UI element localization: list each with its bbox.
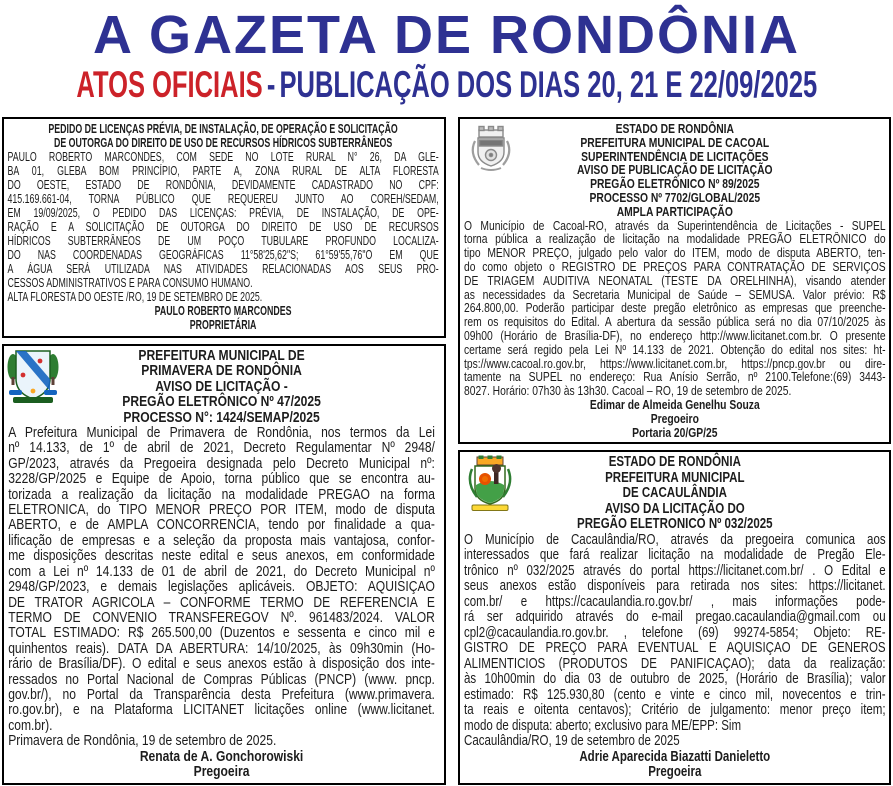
- text-line: O Município de Cacaulândia/RO, através da pregoeira comunica aos: [464, 532, 886, 548]
- notice-body-justified: [464, 533, 886, 719]
- text-line: HÍDRICOS SUBTERRÂNEOS DE UM POÇO TUBULARE PROFUNDO LOCALIZA-: [7, 234, 439, 248]
- text-line: ELETRÔNICA, do TIPO MENOR PREÇO POR ITEM, modo de disputa: [8, 503, 435, 519]
- text-line: ABERTO, e de AMPLA CONCORRENCIA, tendo por finalidade a qua-: [8, 518, 435, 534]
- text-line: ressados no Portal Nacional de Compras Públicas (PNCP) (www. pncp.: [8, 672, 435, 688]
- text-line: com a Lei nº 14.133 de 01 de abril de 2021, do Decreto Municipal nº: [8, 564, 435, 580]
- notice-body-closing: [8, 276, 439, 304]
- text-line: GP/2023, através da Pregoeira designada pelo Decreto Municipal nº:: [8, 456, 435, 472]
- text-line: com.br).: [8, 717, 53, 734]
- text-line: ta reais e oitenta centavos); Critério de julgamento: menor preço item;: [464, 703, 886, 718]
- text-line: PRIMAVERA DE RONDÔNIA: [141, 363, 302, 380]
- text-line: trônico nº 032/2025 através do portal https://licitanet.com.br/ . O Edital e: [464, 563, 886, 579]
- text-line: PEDIDO DE LICENÇAS PRÉVIA, DE INSTALAÇÃO, DE OPERAÇÃO E SOLICITAÇÃO: [48, 122, 398, 136]
- masthead-title: A GAZETA DE RONDÔNIA: [93, 5, 800, 65]
- text-line: GISTRO DE PREÇO PARA EVENTUAL E AQUISIÇÃO DE GÊNEROS: [464, 641, 886, 656]
- text-line: DO NAS COORDENADAS GEOGRÁFICAS 11°58'25,62"S; 61°59'55,76"O EM QUE: [7, 248, 439, 262]
- notice-signature: [8, 304, 439, 332]
- text-line: interessados que fará realizar licitação na modalidade de Pregão Ele-: [464, 548, 886, 563]
- text-line: PREFEITURA MUNICIPAL DE: [138, 348, 305, 364]
- text-line: Cacaulândia/RO, 19 de setembro de 2025: [464, 733, 680, 749]
- text-line: DO OESTE, ESTADO DE RONDÔNIA, DEVIDAMENTE CADASTRADO NO CPF:: [7, 178, 439, 192]
- notice-body-closing: [8, 719, 435, 750]
- text-line: AVISO DE LICITAÇÃO -: [155, 378, 288, 395]
- text-line: modo de disputa: aberto; exclusivo para ME/EPP: Sim: [464, 717, 742, 734]
- text-line: estimado: R$ 125.930,80 (cento e vinte e cinco mil, novecentos e trin-: [464, 687, 886, 703]
- text-line: Portaria 20/GP/25: [632, 424, 718, 440]
- notice-body-closing: [464, 384, 886, 398]
- primavera-coat-of-arms-logo: [7, 347, 59, 412]
- text-line: PAULO ROBERTO MARCONDES, COM SEDE NO LOTE RURAL N° 26, DA GLE-: [7, 150, 439, 164]
- notice-signature: [464, 750, 886, 781]
- text-line: 2948/GP/2023, e demais legislações aplicáveis. OBJETO: AQUISIÇÃO: [8, 580, 435, 596]
- text-line: tps://www.cacoal.ro.gov.br, https://www.licitanet.com.br, https://pncp.gov.br ou dire-: [464, 356, 886, 371]
- text-line: do como objeto o REGISTRO DE PREÇOS PARA CONTRATAÇÃO DE SERVIÇOS: [464, 259, 886, 274]
- text-line: O Município de Cacoal-RO, através da Superintendência de Licitações - SUPEL: [464, 218, 886, 233]
- text-line: A Prefeitura Municipal de Primavera de Rondônia, nos termos da Lei: [8, 426, 435, 442]
- text-line: AVISO DA LICITAÇÃO DO: [604, 500, 745, 517]
- text-line: ALIMENTÍCIOS (PRODUTOS DE PANIFICAÇÃO); data da realização:: [464, 656, 886, 672]
- text-line: AVISO DE PUBLICAÇÃO DE LICITAÇÃO: [577, 162, 773, 178]
- text-line: às 10h00min do dia 03 de outubro de 2025, (Horário de Brasília); valor: [464, 672, 886, 687]
- text-line: quinhentos reais). DATA DA ABERTURA: 14/10/2025, às 09h30min (Ho-: [8, 641, 435, 657]
- text-line: BA 01, GLEBA BOM PRINCÍPIO, PARTE A, ZONA RURAL DE ALTA FLORESTA: [7, 164, 439, 178]
- text-line: Pregoeiro: [650, 410, 699, 426]
- text-line: SUPERINTENDÊNCIA DE LICITAÇÕES: [581, 148, 769, 164]
- text-line: TERMO DE CONVENIO TRANSFEREGOV Nº. 961483/2024. VALOR: [8, 610, 435, 626]
- text-line: rário de Brasília/DF). O edital e seus anexos estão à disposição dos inte-: [8, 657, 435, 673]
- text-line: PREGÃO ELETRÔNICO Nº 47/2025: [122, 394, 321, 411]
- text-line: PROPRIETÁRIA: [189, 318, 257, 332]
- text-line: 415.169.661-04, TORNA PÚBLICO QUE REQUEREU JUNTO AO COREH/SEDAM,: [7, 192, 439, 206]
- text-line: Edimar de Almeida Genelhu Souza: [589, 396, 760, 412]
- text-line: DE OUTORGA DO DIREITO DE USO DE RECURSOS HÍDRICOS SUBTERRÂNEOS: [53, 136, 393, 150]
- notice-signature: [8, 750, 435, 781]
- text-line: certame será regido pela Lei Nº 14.133 de 2021. Obtenção do edital nos sites: ht-: [464, 342, 886, 357]
- text-line: PREGÃO ELETRÔNICO Nº 89/2025: [590, 176, 760, 192]
- text-line: ESTADO DE RONDÔNIA: [615, 121, 734, 136]
- notice-content: [460, 119, 890, 442]
- text-line: ALTA FLORESTA DO OESTE /RO, 19 DE SETEMBRO DE 2025.: [7, 290, 263, 304]
- text-line: Primavera de Rondônia, 19 de setembro de 2025.: [8, 733, 277, 750]
- text-line: 3228/GP/2025 e Equipe de Apoio, torna público que se encontra au-: [8, 472, 435, 488]
- text-line: nº 14.133, de 1º de abril de 2021, Decreto Regulamentar Nº 2948/: [8, 441, 435, 457]
- text-line: PREGÃO ELETRONICO Nº 032/2025: [577, 516, 773, 532]
- text-line: seus anexos estão disponíveis para retirada nos sites: https://licitanet.: [464, 579, 886, 594]
- text-line: tamente na SUPEL no endereço: Rua Anísio Serrão, nº 2100.Telefone:(69) 3443-: [464, 370, 886, 385]
- text-line: PREFEITURA MUNICIPAL: [605, 469, 745, 486]
- text-line: torizada a realização da licitação na modalidade PREGÃO na forma: [8, 487, 435, 503]
- notice-signature: [464, 398, 886, 439]
- text-line: me disposições descritas neste edital e seus anexos, em conformidade: [8, 549, 435, 565]
- text-line: Adrie Aparecida Biazatti Danieletto: [579, 748, 771, 765]
- text-line: CESSOS ADMINISTRATIVOS E PARA CONSUMO HUMANO.: [7, 276, 253, 290]
- text-line: 8027. Horário: 07h30 às 13h30. Cacoal – RO, 19 de setembro de 2025.: [464, 383, 792, 399]
- text-line: Renata de A. Gonchorowiski: [139, 748, 304, 765]
- atos-oficiais-label: ATOS OFICIAIS: [76, 64, 263, 105]
- text-line: rá ser adquirido através do e-mail pregao.cacaulandia@gmail.com ou: [464, 610, 886, 625]
- text-line: PROCESSO N°: 1424/SEMAP/2025: [123, 409, 320, 426]
- text-line: torna pública a realização de licitação na modalidade PREGÃO ELETRÔNICO do: [464, 232, 886, 247]
- text-line: PROCESSO Nº 7702/GLOBAL/2025: [589, 189, 761, 205]
- notice-title: [8, 122, 439, 150]
- notice-content: [4, 346, 439, 783]
- text-line: as necessidades da Secretaria Municipal de Saúde – SEMUSA. Valor prévio: R$: [464, 287, 886, 302]
- text-line: com.br/ e https://cacaulandia.ro.gov.br/ , mais informações pode-: [464, 594, 886, 610]
- notice-title: [464, 122, 886, 219]
- notice-title: [464, 455, 886, 533]
- section-headline-inner: [76, 64, 817, 106]
- text-line: DE TRATOR AGRICOLA – CONFORME TERMO DE REFERENCIA E: [8, 595, 435, 611]
- notice-body-justified: [464, 219, 886, 385]
- notice-body-closing: [464, 719, 886, 750]
- text-line: AMPLA PARTICIPAÇÃO: [616, 203, 733, 219]
- text-line: TOTAL ESTIMADO: R$ 265.500,00 (Duzentos e sessenta e cinco mil e: [8, 626, 435, 642]
- text-line: PREFEITURA MUNICIPAL DE CACOAL: [580, 134, 770, 150]
- text-line: rem os requisitos do Edital. A abertura da sessão pública será no dia 07/10/2025 às: [464, 315, 886, 329]
- headline-separator: -: [266, 64, 276, 105]
- text-line: DE CACAULÂNDIA: [622, 485, 727, 501]
- text-line: Pregoeira: [193, 763, 250, 780]
- notice-body-justified: [8, 426, 435, 719]
- section-headline: [0, 64, 893, 106]
- cacaulandia-coat-of-arms-logo: [465, 455, 515, 518]
- text-line: gov.br/), no Portal da Transparência desta Prefeitura (www.primavera.: [8, 687, 435, 703]
- text-line: 09h00 (Horário de Brasília-DF), no endereço http://www.licitanet.com.br. O presente: [464, 328, 886, 343]
- text-line: 264.800,00. Poderão participar deste pregão eletrônico as empresas que preenche-: [464, 301, 886, 316]
- cacoal-coat-of-arms-logo: [465, 123, 517, 180]
- text-line: DE TRIAGEM AUDITIVA NEONATAL (TESTE DA ORELHINHA), visando atender: [464, 273, 886, 288]
- text-line: PAULO ROBERTO MARCONDES: [154, 304, 292, 318]
- notice-content: [4, 119, 442, 335]
- text-line: ro.gov.br), e na Plataforma LICITANET licitações online (www.licitanet.: [8, 703, 435, 719]
- text-line: A ÁGUA SERÁ UTILIZADA NAS ATIVIDADES RELACIONADAS AOS SEUS PRO-: [7, 262, 439, 276]
- text-line: tipo MENOR PREÇO, julgado pelo valor do ITEM, modo de disputa ABERTO, ten-: [464, 246, 886, 260]
- text-line: lificação de empresas e a seleção da proposta mais vantajosa, confor-: [8, 533, 435, 549]
- notice-body-justified: [8, 150, 439, 276]
- publication-dates-label: PUBLICAÇÃO DOS DIAS 20, 21 E 22/09/2025: [279, 64, 817, 105]
- notice-cacaulandia-pregao-032-2025: [458, 450, 891, 785]
- notice-water-license-request: [2, 117, 446, 338]
- text-line: cpl2@cacaulandia.ro.gov.br. , telefone (69) 99274-5854; Objeto: RE-: [464, 625, 886, 641]
- notice-title: [8, 349, 435, 426]
- notice-cacoal-pregao-89-2025: [458, 117, 891, 444]
- text-line: Pregoeira: [648, 764, 702, 780]
- notice-primavera-pregao-47-2025: [2, 344, 446, 785]
- text-line: ESTADO DE RONDÔNIA: [608, 454, 741, 470]
- text-line: RAÇÃO E A SOLICITAÇÃO DE OUTORGA DO DIREITO DE USO DE RECURSOS: [7, 220, 439, 234]
- text-line: EM 19/09/2025, O PEDIDO DAS LICENÇAS: PRÉVIA, DE INSTALAÇÃO, DE OPE-: [7, 206, 439, 220]
- notice-content: [460, 452, 890, 784]
